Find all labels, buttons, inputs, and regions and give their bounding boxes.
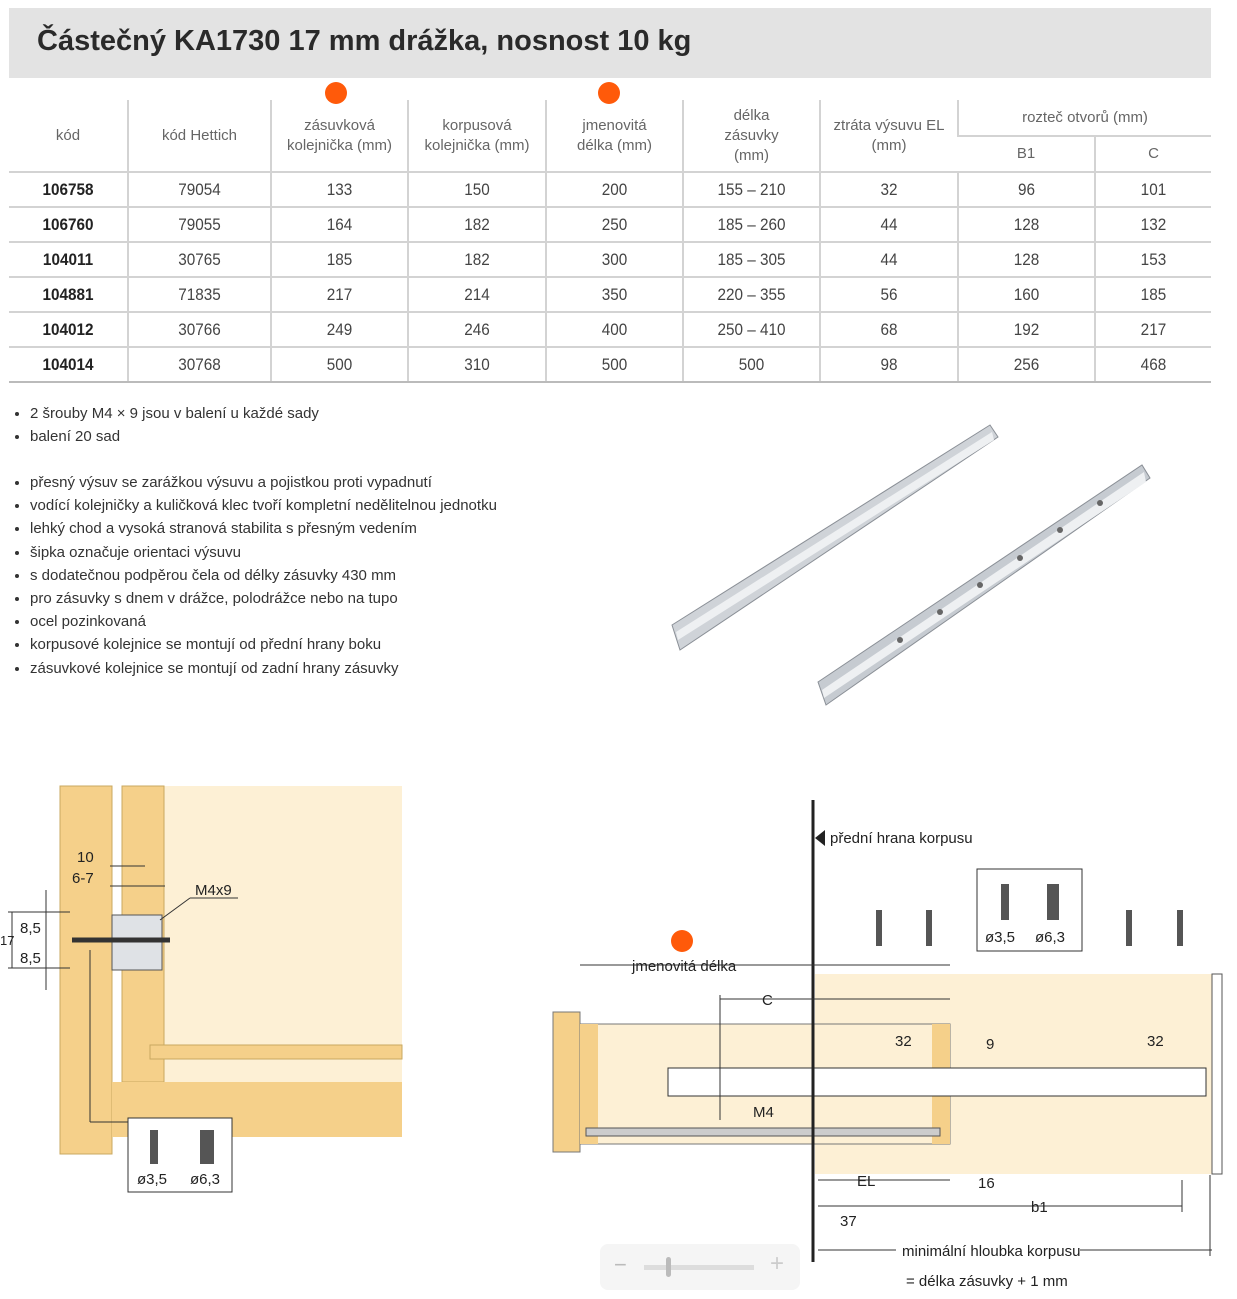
table-cell: 164 xyxy=(278,207,401,242)
table-cell: 250 xyxy=(553,207,676,242)
feature-item: • lehký chod a vysoká stranová stabilita s přesným vedením xyxy=(30,517,497,540)
screw-6-3-label: ø6,3 xyxy=(1035,929,1066,946)
table-cell: 185 xyxy=(278,242,401,277)
table-cell: 32 xyxy=(827,172,951,207)
table-cell: 56 xyxy=(827,277,951,312)
table-cell: 68 xyxy=(827,312,951,347)
note-item: • 2 šrouby M4 × 9 jsou v balení u každé sady xyxy=(30,402,319,425)
table-cell: 106760 xyxy=(15,207,122,242)
table-cell: 217 xyxy=(1101,312,1205,347)
table-cell: 182 xyxy=(415,207,539,242)
min-depth-formula: = délka zásuvky + 1 mm xyxy=(906,1273,1068,1290)
dim-17: 17 xyxy=(0,933,15,948)
table-cell: 101 xyxy=(1101,172,1205,207)
table-cell: 155 – 210 xyxy=(690,172,813,207)
dim-32-a: 32 xyxy=(895,1033,912,1050)
dim-8-5-bottom: 8,5 xyxy=(20,950,41,967)
table-cell: 192 xyxy=(965,312,1088,347)
feature-item: • přesný výsuv se zarážkou výsuvu a pojistkou proti vypadnutí xyxy=(30,471,497,494)
zoom-slider-handle[interactable] xyxy=(666,1257,671,1277)
header-kod: kód xyxy=(55,126,81,144)
table-cell: 79054 xyxy=(135,172,264,207)
dim-9: 9 xyxy=(986,1036,995,1053)
dim-8-5-top: 8,5 xyxy=(20,920,41,937)
dim-m4: M4 xyxy=(753,1104,774,1121)
zoom-out-button[interactable]: − xyxy=(614,1252,627,1277)
table-cell: 500 xyxy=(553,347,676,382)
table-cell: 500 xyxy=(278,347,401,382)
table-cell: 160 xyxy=(965,277,1088,312)
feature-item: • korpusové kolejnice se montují od přední hrany boku xyxy=(30,633,497,656)
table-cell: 104881 xyxy=(15,277,122,312)
table-cell: 98 xyxy=(827,347,951,382)
dim-37: 37 xyxy=(840,1213,857,1230)
table-cell: 182 xyxy=(415,242,539,277)
table-cell: 468 xyxy=(1101,347,1205,382)
header-b1: B1 xyxy=(1016,145,1036,162)
screw-3-5-label: ø3,5 xyxy=(137,1171,168,1188)
table-cell: 153 xyxy=(1101,242,1205,277)
table-cell: 185 – 260 xyxy=(690,207,813,242)
table-cell: 246 xyxy=(415,312,539,347)
table-cell: 96 xyxy=(965,172,1088,207)
dim-32-b: 32 xyxy=(1147,1033,1164,1050)
screw-6-3-label: ø6,3 xyxy=(190,1171,221,1188)
page-title: Částečný KA1730 17 mm drážka, nosnost 10 kg xyxy=(37,25,692,57)
table-cell: 500 xyxy=(690,347,813,382)
table-cell: 30766 xyxy=(135,312,264,347)
table-cell: 150 xyxy=(415,172,539,207)
header-drawer-length: délka zásuvky (mm) xyxy=(683,100,820,172)
zoom-in-button[interactable]: + xyxy=(770,1250,785,1277)
table-cell: 250 – 410 xyxy=(690,312,813,347)
rail-product-image xyxy=(672,425,1150,705)
table-cell: 256 xyxy=(965,347,1088,382)
dim-b1: b1 xyxy=(1031,1199,1048,1216)
table-cell: 79055 xyxy=(135,207,264,242)
table-cell: 300 xyxy=(553,242,676,277)
feature-item: • pro zásuvky s dnem v drážce, polodrážce nebo na tupo xyxy=(30,587,497,610)
table-cell: 185 – 305 xyxy=(690,242,813,277)
feature-item: • vodící kolejničky a kuličková klec tvoří kompletní nedělitelnou jednotku xyxy=(30,494,497,517)
table-cell: 106758 xyxy=(15,172,122,207)
feature-item: • ocel pozinkovaná xyxy=(30,610,497,633)
header-drawer-rail: zásuvková kolejnička (mm) xyxy=(271,100,408,172)
table-cell: 200 xyxy=(553,172,676,207)
feature-item: • s dodatečnou podpěrou čela od délky zásuvky 430 mm xyxy=(30,564,497,587)
table-cell: 310 xyxy=(415,347,539,382)
front-edge-label: přední hrana korpusu xyxy=(830,830,973,847)
table-cell: 128 xyxy=(965,207,1088,242)
table-cell: 104012 xyxy=(15,312,122,347)
header-nominal-length: jmenovitá délka (mm) xyxy=(546,100,683,172)
cross-section-diagram xyxy=(0,786,402,1192)
feature-item: • šipka označuje orientaci výsuvu xyxy=(30,541,497,564)
table-cell: 128 xyxy=(965,242,1088,277)
feature-item: • zásuvkové kolejnice se montují od zadní hrany zásuvky xyxy=(30,657,497,680)
dim-10: 10 xyxy=(77,849,94,866)
header-kod-hettich: kód Hettich xyxy=(128,100,271,172)
dim-16: 16 xyxy=(978,1175,995,1192)
table-cell: 185 xyxy=(1101,277,1205,312)
table-cell: 44 xyxy=(827,242,951,277)
screw-label: M4x9 xyxy=(195,882,232,899)
zoom-widget xyxy=(600,1244,800,1290)
header-extension-loss: ztráta výsuvu EL (mm) xyxy=(820,100,958,172)
table-cell: 350 xyxy=(553,277,676,312)
min-depth-label: minimální hloubka korpusu xyxy=(902,1243,1081,1260)
dim-6-7: 6-7 xyxy=(72,870,94,887)
header-c: C xyxy=(1095,136,1211,172)
table-cell: 400 xyxy=(553,312,676,347)
table-cell: 104011 xyxy=(15,242,122,277)
table-cell: 214 xyxy=(415,277,539,312)
table-cell: 132 xyxy=(1101,207,1205,242)
header-hole-spacing: rozteč otvorů (mm) xyxy=(958,100,1211,136)
table-cell: 220 – 355 xyxy=(690,277,813,312)
orange-marker-icon xyxy=(671,930,693,952)
installation-diagram xyxy=(553,800,1222,1290)
table-cell: 104014 xyxy=(15,347,122,382)
table-cell: 44 xyxy=(827,207,951,242)
note-item: • balení 20 sad xyxy=(30,425,319,448)
table-cell: 30765 xyxy=(135,242,264,277)
nominal-length-label: jmenovitá délka xyxy=(632,958,737,975)
table-cell: 249 xyxy=(278,312,401,347)
screw-3-5-label: ø3,5 xyxy=(985,929,1016,946)
table-cell: 217 xyxy=(278,277,401,312)
table-cell: 30768 xyxy=(135,347,264,382)
table-cell: 133 xyxy=(278,172,401,207)
header-cabinet-rail: korpusová kolejnička (mm) xyxy=(408,100,546,172)
table-cell: 71835 xyxy=(135,277,264,312)
zoom-slider[interactable] xyxy=(644,1265,754,1270)
dim-c: C xyxy=(762,992,773,1009)
dim-el: EL xyxy=(857,1173,876,1190)
